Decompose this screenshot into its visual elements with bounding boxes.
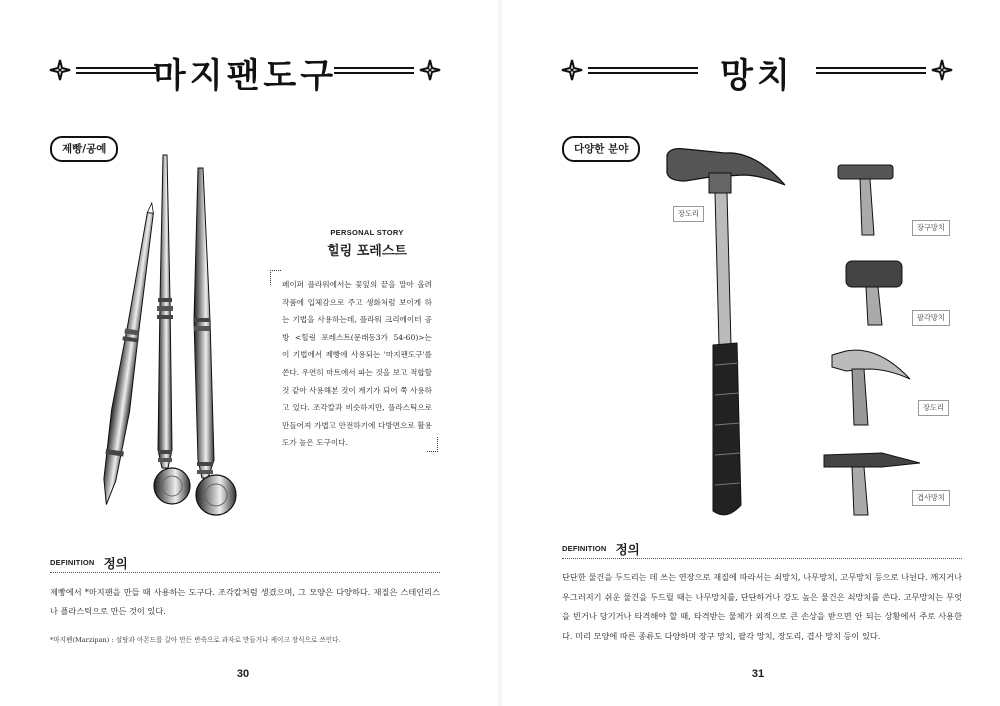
page-number: 31 (751, 668, 765, 680)
definition-header (562, 538, 962, 559)
janggu-hammer-illustration (830, 155, 900, 235)
marzipan-tool-ball (154, 155, 190, 504)
definition-text: 단단한 물건을 두드리는 데 쓰는 연장으로 재질에 따라서는 쇠망치, 나무망치, 고무망치 등으로 나뉜다. 깨지거나 우그러지기 쉬운 물건을 두드릴 때는 나무망치를, 단단하거나 강도 높은 물건은 쇠망치를 쓴다. 고무망치는 무엇을 빈거나 당기거나 타격해야 할 때, 타격받는 물체가 외적으로 큰 손상을 받으면 안 되는 상황에서 주로 사용한다. 미리 모양에 따른 종류도 다양하며 장구 망치, 팔각 망치, 장도리, 겹사 망치 등이 있다. (562, 572, 962, 641)
hammer-label-main: 장도리 (673, 206, 704, 222)
page-title: 망치 (720, 56, 794, 96)
title-rule (334, 67, 414, 74)
definition-label-en: DEFINITION (562, 544, 607, 553)
claw-hammer-illustration (665, 145, 795, 525)
marzipan-tools-illustration (90, 150, 250, 520)
left-page (0, 0, 490, 706)
page-title: 마지팬도구 (152, 56, 338, 96)
octagonal-hammer-illustration (840, 255, 910, 325)
category-badge: 제빵/공예 (50, 136, 118, 162)
marzipan-tool-ball-2 (194, 168, 236, 515)
definition-label-ko: 정의 (103, 555, 128, 571)
corner-mark (427, 437, 438, 452)
category-badge: 다양한 분야 (562, 136, 640, 162)
claw-hammer-small-illustration (828, 345, 918, 425)
story-title: 힐링 포레스트 (327, 244, 407, 259)
definition-label-ko: 정의 (615, 541, 640, 557)
story-kicker: PERSONAL STORY (330, 228, 404, 237)
gyeopsa-hammer-illustration (822, 445, 922, 515)
hammer-label-octagonal: 팔각망치 (912, 310, 950, 326)
story-text: 페이퍼 플라워에서는 꽃잎의 끝을 말아 올려 작품에 입체감으로 주고 생화처럼 보이게 하는 기법을 사용하는데, 플라워 크리에이터 공방 <힐링 포레스트(문래동3가 54-60)>는 이 기법에서 제빵에 사용되는 '마지팬도구'를 쓴다. 우연히 마트에서 파는 것을 보고 적합할 것 같아 사용해본 것이 계기가 되어 쭉 사용하고 있다. 조각칼과 비슷하지만, 플라스틱으로 만들어져 가볍고 안전하기에 다방면으로 활용도가 높은 도구이다. (282, 280, 432, 448)
corner-mark (270, 270, 281, 285)
marzipan-tool-pointed (98, 201, 158, 506)
footnote: *마지팬(Marzipan) : 설탕과 아몬드를 갈아 만든 반죽으로 과자로 만들거나 케이크 장식으로 쓰인다. (50, 636, 341, 644)
ornament-icon (420, 60, 440, 80)
definition-label-en: DEFINITION (50, 558, 95, 567)
hammer-label-gyeopsa: 겹사망치 (912, 490, 950, 506)
book-gutter (497, 0, 503, 706)
definition-text: 제빵에서 *마지팬을 만들 때 사용하는 도구다. 조각칼처럼 생겼으며, 그 모양은 다양하다. 재질은 스테인리스나 플라스틱으로 만든 것이 있다. (50, 587, 440, 616)
right-page (510, 0, 1000, 706)
ornament-icon (932, 60, 952, 80)
left-title-bar (50, 38, 440, 98)
hammer-label-janggu: 장구망치 (912, 220, 950, 236)
hammer-label-claw: 장도리 (918, 400, 949, 416)
story-box (270, 270, 438, 452)
right-title-bar (562, 38, 952, 98)
title-rule (816, 67, 926, 74)
definition-header (50, 552, 440, 573)
page-number: 30 (236, 668, 250, 680)
